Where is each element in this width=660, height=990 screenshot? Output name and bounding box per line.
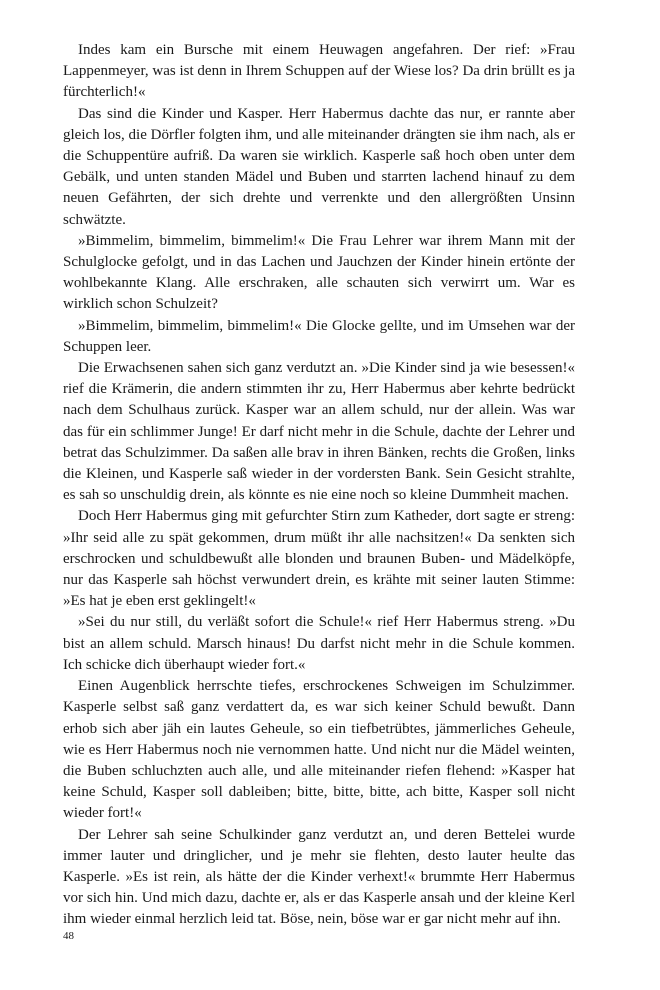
page-number: 48	[63, 930, 74, 942]
paragraph: Die Erwachsenen sahen sich ganz verdutzt an. »Die Kinder sind ja wie besessen!« rief die Krämerin, die andern stimmten ihr zu, Herr Habermus aber kehrte bedrückt nach dem Schulhaus zurück. Kasper war an allem schuld, nur der allein. Was war das für ein schlimmer Junge! Er darf nicht mehr in die Schule, dachte der Lehrer und betrat das Schulzimmer. Da saßen alle brav in ihren Bänken, rechts die Großen, links die Kleinen, und Kasperle saß wieder in der vordersten Bank. Sein Gesicht strahlte, es sah so unschuldig drein, als könnte es nie eine noch so kleine Dummheit machen.	[63, 360, 575, 504]
paragraph: Das sind die Kinder und Kasper. Herr Habermus dachte das nur, er rannte aber gleich los, die Dörfler folgten ihm, und alle miteinander drängten sie ihm nach, als er die Schuppentüre aufriß. Da waren sie wirklich. Kasperle saß hoch oben unter dem Gebälk, und unten standen Mädel und Buben und starrten lachend hinauf zu dem neuen Gefährten, der sich drehte und verrenkte und den allergrößten Unsinn schwätzte.	[63, 105, 575, 228]
paragraph: Einen Augenblick herrschte tiefes, erschrockenes Schweigen im Schulzimmer. Kasperle selbst saß ganz verdattert da, es war sich keiner Schuld bewußt. Dann erhob sich aber jäh ein lautes Geheule, so ein tiefbetrübtes, jämmerliches Geheule, wie es Herr Habermus noch nie vernommen hatte. Und nicht nur die Mädel weinten, die Buben schluchzten auch alle, und alle miteinander riefen flehend: »Kasper hat keine Schuld, Kasper soll dableiben; bitte, bitte, bitte, ach bitte, Kasper soll nicht wieder fort!«	[63, 678, 575, 822]
page-body	[63, 40, 575, 931]
paragraph: Der Lehrer sah seine Schulkinder ganz verdutzt an, und deren Bettelei wurde immer lauter und dringlicher, und je mehr sie flehten, desto lauter heulte das Kasperle. »Es ist rein, als hätte der die Kinder verhext!« brummte Herr Habermus vor sich hin. Und mich dazu, dachte er, als er das Kasperle ansah und der kleine Kerl ihm wieder einmal herzlich leid tat. Böse, nein, böse war er gar nicht mehr auf ihn.	[63, 826, 575, 928]
paragraph: Doch Herr Habermus ging mit gefurchter Stirn zum Katheder, dort sagte er streng: »Ihr seid alle zu spät gekommen, drum müßt ihr alle nachsitzen!« Da senkten sich erschrocken und schuldbewußt alle blonden und braunen Buben- und Mädelköpfe, nur das Kasperle sah höchst verwundert drein, es krähte mit seiner lauten Stimme: »Es hat je eben erst geklingelt!«	[63, 508, 575, 610]
paragraph: »Sei du nur still, du verläßt sofort die Schule!« rief Herr Habermus streng. »Du bist an allem schuld. Marsch hinaus! Du darfst nicht mehr in die Schule kommen. Ich schicke dich überhaupt wieder fort.«	[63, 614, 575, 673]
paragraph: Indes kam ein Bursche mit einem Heuwagen angefahren. Der rief: »Frau Lappenmeyer, was ist denn in Ihrem Schuppen auf der Wiese los? Da drin brüllt es ja fürchterlich!«	[63, 42, 575, 101]
paragraph: »Bimmelim, bimmelim, bimmelim!« Die Glocke gellte, und im Umsehen war der Schuppen leer.	[63, 317, 575, 355]
paragraph: »Bimmelim, bimmelim, bimmelim!« Die Frau Lehrer war ihrem Mann mit der Schulglocke gefolgt, und in das Lachen und Jauchzen der Kinder hinein ertönte der wohlbekannte Klang. Alle erschraken, alle schauten sich verwirrt um. War es wirklich schon Schulzeit?	[63, 232, 575, 313]
